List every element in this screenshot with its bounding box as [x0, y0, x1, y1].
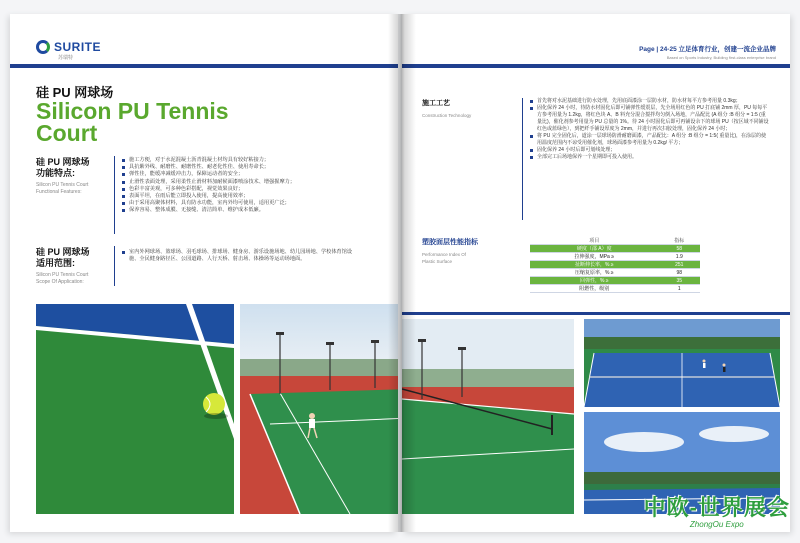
court-closeup-image	[36, 304, 234, 514]
features-list	[122, 157, 392, 215]
blue-courts-image	[584, 319, 780, 407]
divider	[114, 246, 115, 286]
features-heading-zh: 硅 PU 网球场 功能特点:	[36, 157, 90, 178]
features-heading	[36, 157, 118, 196]
table-header-cell: 指标	[659, 237, 700, 245]
list-item: 由于采用高聚体材料，具有防水功能，室内外均可使用，适用更广泛；	[122, 200, 392, 207]
features-heading-en: Silicon PU Tennis Court Functional Features:	[36, 182, 89, 195]
table-row	[530, 245, 700, 253]
scope-list	[122, 249, 362, 263]
list-item: 固化保养 24 小时后即可划线处理；	[530, 147, 770, 154]
page-title-zh: 硅 PU 网球场	[36, 85, 114, 100]
photo-outdoor-court	[240, 304, 398, 514]
table-cell: 扯断伸长率，% ≥	[530, 261, 659, 269]
outdoor-court-cont-image	[402, 319, 574, 514]
page-header	[639, 44, 776, 60]
list-item: 弹性佳，能缓冲减缓冲击力，保障运动者的安全；	[122, 171, 392, 178]
construction-heading	[422, 98, 471, 119]
list-item: 具抗紫外线、耐磨性、耐磨性性、耐老化性佳、使用寿命长；	[122, 164, 392, 171]
outdoor-court-image	[240, 304, 398, 514]
list-item: 全部完工后场地保养一个星期即可投入使用。	[530, 154, 770, 161]
photo-outdoor-court-cont	[402, 319, 574, 514]
construction-heading-zh: 施工工艺	[422, 100, 450, 107]
list-item: 施工方便，对于水泥混凝土沥青混凝土材均具有较好粘接力；	[122, 157, 392, 164]
table-cell: 58	[659, 245, 700, 253]
table-row	[530, 285, 700, 293]
watermark-logo	[644, 491, 790, 529]
table-header-cell: 项目	[530, 237, 659, 245]
list-item: 色彩丰富美观，可多种色彩搭配，视觉效果良好；	[122, 186, 392, 193]
scope-heading	[36, 247, 118, 286]
brand-name: SURITE	[54, 40, 102, 54]
brand-logo	[36, 40, 102, 61]
list-item: 表面平坦，在雨后能立即投入使用，提高使用效率；	[122, 193, 392, 200]
divider	[114, 156, 115, 234]
table-cell: 压缩复原率，% ≥	[530, 269, 659, 277]
table-cell: 阻燃性，级别	[530, 285, 659, 293]
divider	[522, 98, 523, 220]
header-bar	[10, 64, 398, 68]
performance-heading-en: Performance Index Of Plastic Surface	[422, 252, 467, 264]
table-cell: 拉伸强度，MPa ≥	[530, 253, 659, 261]
table-row	[530, 277, 700, 285]
construction-heading-en: Construction Technology	[422, 113, 472, 118]
scope-heading-zh: 硅 PU 网球场 适用范围:	[36, 247, 90, 268]
page-title-en: Silicon PU Tennis Court	[36, 98, 229, 146]
table-row	[530, 269, 700, 277]
table-row	[530, 253, 700, 261]
list-item: 保养容易、整体成膜、无接缝、清洁简单、维护成本低廉。	[122, 207, 392, 214]
logo-mark-icon	[36, 40, 50, 54]
table-cell: 35	[659, 277, 700, 285]
performance-heading-zh: 塑胶面层性能指标	[422, 239, 478, 246]
table-cell: 硬度（邵 A）度	[530, 245, 659, 253]
table-cell: 98	[659, 269, 700, 277]
list-item: 首先将对水泥基础进行防水处理，先用底面漆涂一层防水材，防水材每平方参考用量 0.3kg；	[530, 98, 770, 105]
table-cell: 1	[659, 285, 700, 293]
watermark-sub: ZhongOu Expo	[689, 520, 744, 529]
table-cell: 1.9	[659, 253, 700, 261]
right-page	[402, 14, 790, 532]
table-cell: 回弹性，% ≥	[530, 277, 659, 285]
performance-heading	[422, 237, 478, 265]
performance-table	[530, 237, 700, 293]
scope-heading-en: Silicon PU Tennis Court Scope Of Application:	[36, 272, 89, 285]
page-slogan-en: Based on Sports Industry, Building first-class enterprise brand	[666, 55, 776, 60]
page-number-title: Page | 24-25 立足体育行业，创建一流企业品牌	[639, 46, 776, 53]
left-page	[10, 14, 398, 532]
table-row	[530, 261, 700, 269]
list-item: 固化保养 24 小时，待防水材固化后即可铺弹性缓震层，先全场用红色的 PU 打底铺 2mm 厚，PU 每每平方参考用量为 1.2kg，将红色块 A、B 料充分混合搅拌均匀倒入场地，产品配比 (A 组分 :B 组分 = 1:5 (重量比)，催化剂参考用量为 PU 总量的 1%。待 24 小时固化后即可再铺设余下的球场 PU（按区域不同铺设红色或蓝绿色），到把纤手铺设厚度为 2mm，并进行再次扫胶处理，固化保养 24 小时；	[530, 105, 770, 133]
photo-blue-courts	[584, 319, 780, 407]
construction-list	[530, 98, 770, 161]
list-item: 将 PU 完全固化后，道涂一层球场防滑耐磨面漆，产品配比：A 组分 :B 组分 = 1:5( 重量比)，在涂层的使用温度范围内不谅受用催化剂，球场面漆参考用量为 0.2kg/ 平方；	[530, 133, 770, 147]
watermark-main: 中欧-世界展会	[643, 495, 790, 520]
list-item: 室内外网球场、篮球场、羽毛球场、排球场、健身房、游乐设施场地、幼儿园场地、学校体育馆设施、全民健身路径区、公园道路、人行天桥、射击场、体操场等运动场地面。	[122, 249, 362, 263]
section-bar	[402, 312, 790, 315]
header-bar	[402, 64, 790, 68]
table-cell: 251	[659, 261, 700, 269]
list-item: 止滑性表面处理，采用柔性止滑材料加耐候面漆喷涂技术、增强握摩力；	[122, 179, 392, 186]
table-header-row	[530, 237, 700, 245]
brand-sub: 苏瑞特	[58, 55, 74, 61]
photo-court-closeup	[36, 304, 234, 514]
